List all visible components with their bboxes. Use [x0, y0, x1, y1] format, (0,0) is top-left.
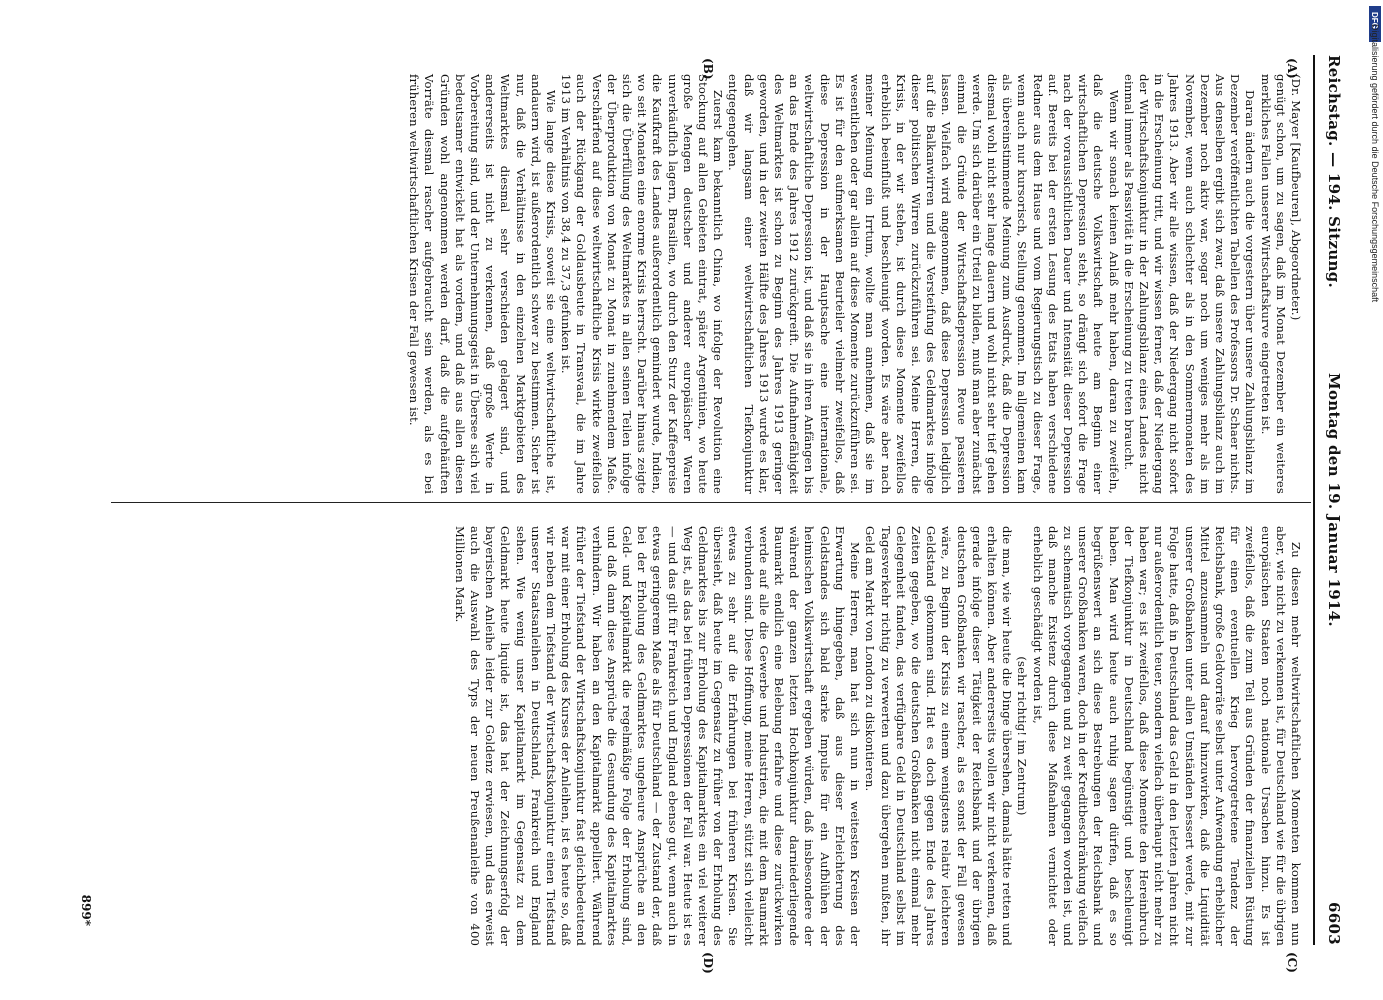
paragraph: Meine Herren, man hat sich nun in weitesten Kreisen der Erwartung hingegeben, daß aus dieser Erleichterung des Geldstandes sich bald starke Impulse für ein Aufblühen der heimischen Volkswirtschaft ergeben würden, daß insbesondere der während der ganzen letzten Hochkonjunktur darniederliegende Baumarkt endlich eine Belebung erfahre und diese zurückwirken werde auf alle die Gewerbe und Industrien, die mit dem Baumarkt verbunden sind. Diese Hoffnung, meine Herren, stützt sich vielleicht etwas zu sehr auf die Erfahrungen bei früheren Krisen. Sie übersieht, daß heute im Gegensatz zu früher von der Erholung des Geldmarktes bis zur Erholung des Kapitalmarktes ein viel weiterer Weg ist, als das bei früheren Depressionen der Fall war. Heute ist es — und das gilt für Frankreich und England ebenso gut, wenn auch in etwas geringerem Maße als für Deutschland — der Zustand der, daß bei der Erholung des Geldmarktes ungeheure Ansprüche an den Geld- und Kapitalmarkt die regelmäßige Folge der Erholung sind, und daß dann diese Ansprüche die Gesundung des Kapitalmarktes verhindern. Wir haben an den Kapitalmarkt appelliert. Während früher der Tiefstand der Wirtschaftskonjunktur fast gleichbedeutend war mit einer Erholung des Kurses der Anleihen, ist es heute so, daß wir neben dem Tiefstand der Wirtschaftskonjunktur einen Tiefstand unserer Staatsanleihen in Deutschland, Frankreich und England sehen. Wie wenig unser Kapitalmarkt im Gegensatz zu dem Geldmarkt heute liquide ist, das hat der Zeichnungserfolg der bayerischen Anleihe leider zur Goldenz erwiesen, und das erweist auch die Auswahl des Typs der neuen Preußenanleihe von 400 Millionen Mark. [452, 526, 863, 946]
marker-d: (D) [701, 952, 715, 974]
paragraph: Zu diesen mehr weltwirtschaftlichen Momenten kommen nun aber, wie nicht zu verkennen ist, für Deutschland wie für die übrigen europäischen Staaten noch nationale Ursachen hinzu. Es ist zweifellos, daß die zum Teil aus Gründen der finanziellen Rüstung für einen eventuellen Krieg hervorgetretene Tendenz der Reichsbank, große Geldvorräte selbst unter Aufwendung erheblicher Mittel anzusammeln und darauf hinzuwirken, daß die Liquidität unserer Großbanken unter allen Umständen bessert werde, mit zur Folge hatte, daß in Deutschland das Geld in den letzten Jahren nicht nur außerordentlich teuer, sondern vielfach überhaupt nicht mehr zu haben war; es ist zweifellos, daß diese Momente den Hereinbruch der Tiefkonjunktur in Deutschland begünstigt und beschleunigt haben. Man wird heute auch ruhig sagen dürfen, daß es so begrüßenswert an sich diese Bestrebungen der Reichsbank und unserer Großbanken waren, doch in der Kreditbeschränkung vielfach zu schematisch vorgegangen und zu weit gegangen worden ist, und daß manche Existenz durch diese Maßnahmen vernichtet oder erheblich geschädigt worden ist, [1030, 526, 1303, 947]
paragraph: Zuerst kam bekanntlich China, wo infolge der Revolution eine Stockung auf allen Gebieten eintrat, später Argentinien, wo heute große Mengen deutscher und anderer europäischer Waren unverkäuflich lagern, Brasilien, wo durch den Sturz der Kaffeepreise die Kaufkraft des Landes außerordentlich gemindert wurde, Indien, wo seit Monaten eine enorme Krisis herrscht. Darüber hinaus zeigte sich die Überfüllung des Weltmarktes in allen seinen Teilen infolge der Überproduktion von Monat zu Monat in zunehmendem Maße. Verschärfend auf diese weltwirtschaftliche Krisis wirkte zweifellos auch der Rückgang der Goldausbeute in Transvaal, die im Jahre 1913 im Verhältnis von 38,4 zu 37,3 gefunken ist. [559, 74, 726, 494]
running-header [1319, 55, 1349, 945]
page-number: 6603 [1325, 902, 1343, 945]
interjection: (sehr richtig! im Zentrum) [1015, 656, 1030, 816]
paragraph: Daran ändern auch die vorgestern über unsere Zahlungsbilanz im Dezember veröffentlichten Tabellen des Professors Dr. Schaer nichts. Aus denselben ergibt sich zwar, daß unsere Zahlungsbilanz auch im Dezember noch aktiv war, sogar noch um weniges mehr als im November, wenn auch schlechter als in den Sommermonaten des Jahres 1913. Aber wir alle wissen, daß der Niedergang nicht sofort in die Erscheinung tritt, und wir wissen ferner, daß der Niedergang der Wirtschaftskonjunktur in der Zahlungsbilanz eines Landes nicht einmal immer als Passivität in die Erscheinung zu treten braucht. [1121, 74, 1258, 494]
header-left: Reichstag. — 194. Sitzung. [1325, 55, 1343, 289]
dfg-logo: DFG [1369, 6, 1381, 42]
header-rule [1313, 55, 1315, 945]
paragraph: Wie lange diese Krisis, soweit sie eine weltwirtschaftliche ist, andauern wird, ist außerordentlich schwer zu bestimmen. Sicher ist nur, daß die Verhältnisse in den einzelnen Marktgebieten des Weltmarktes diesmal sehr verschieden gelagert sind, und andererseits ist nicht zu verkennen, daß große Werte in Vorbereitung sind, und der Unternehmungsgeist in Übersee sich viel bedeutsamer entwickelt hat als vordem, und daß aus allen diesen Gründen wohl angenommen werden darf, daß die aufgehäuften Vorräte diesmal rascher aufgebraucht sein werden, als es bei früheren weltwirtschaftlichen Krisen der Fall gewesen ist. [407, 74, 559, 494]
column-divider [111, 502, 1311, 503]
header-date: Montag den 19. Januar 1914. [1325, 373, 1343, 627]
paragraph: genügt schon, um zu sagen, daß im Monat Dezember ein weiteres merkliches Fallen unserer Wirtschaftskurve eingetreten ist. [1258, 74, 1288, 494]
paragraph: Wenn wir sonach keinen Anlaß mehr haben, daran zu zweifeln, daß die deutsche Volkswirtschaft heute am Beginn einer wirtschaftlichen Depression steht, so drängt sich sofort die Frage nach der voraussichtlichen Dauer und Intensität dieser Depression auf. Bereits bei der ersten Lesung des Etats haben verschiedene Redner aus dem Hause und vom Regierungstisch zu dieser Frage, wenn auch nur kursorisch, Stellung genommen. Im allgemeinen kam als übereinstimmende Meinung zum Ausdruck, daß die Depression diesmal wohl nicht sehr lange dauern und wohl nicht sehr tief gehen werde. Um sich darüber ein Urteil zu bilden, muß man aber zunächst einmal die Gründe der Wirtschaftsdepression Revue passieren lassen. Vielfach wird angenommen, daß diese Depression lediglich auf die Balkanwirren und die Versteifung des Geldmarktes infolge dieser politischen Wirren zurückzuführen sei. Meine Herren, die Krisis, in der wir stehen, ist durch diese Momente zweifellos erheblich beeinflußt und beschleunigt worden. Es wäre aber nach meiner Meinung ein Irrtum, wollte man annehmen, daß sie im wesentlichen oder gar allein auf diese Momente zurückzuführen sei. Es ist für den aufmerksamen Beurteiler vielmehr zweifellos, daß diese Depression in der Hauptsache eine internationale, weltwirtschaftliche Depression ist, und daß sie in ihren Anfängen bis an das Ende des Jahres 1912 zurückgreift. Die Aufnahmefähigkeit des Weltmarktes ist schon zu Beginn des Jahres 1913 geringer geworden, und in der zweiten Hälfte des Jahres 1913 wurde es klar, daß wir langsam einer weltwirtschaftlichen Tiefkonjunktur entgegengehen. [726, 74, 1121, 494]
marker-a: (A) [1285, 58, 1299, 79]
paragraph: die man, wie wir heute die Dinge übersehen, damals hätte retten und erhalten können. Aber andererseits wollen wir nicht verkennen, daß gerade infolge dieser Tätigkeit der Reichsbank und der übrigen deutschen Großbanken wir rascher, als es sonst der Fall gewesen wäre, zu Beginn der Krisis zu einem wenigstens relativ leichteren Geldstand gekommen sind. Hat es doch gegen Ende des Jahres Zeiten gegeben, wo die deutschen Großbanken nicht einmal mehr Gelegenheit fanden, das verfügbare Geld in Deutschland selbst im Tagesverkehr richtig zu verwerten und dazu übergehen mußten, ihr Geld am Markt von London zu diskontieren. [863, 526, 1015, 946]
marker-c: (C) [1285, 952, 1299, 973]
folio-mark: 899* [79, 894, 93, 926]
credit-text: Digitalisierung gefördert durch die Deutsche Forschungsgemeinschaft [1370, 24, 1380, 303]
digitization-credit [1368, 10, 1382, 1000]
right-column [452, 526, 1303, 946]
marker-b: (B) [701, 58, 715, 80]
speaker-line: (Dr. Mayer [Kaufbeuren], Abgeordneter.) [1289, 74, 1303, 321]
left-column [406, 74, 1303, 494]
